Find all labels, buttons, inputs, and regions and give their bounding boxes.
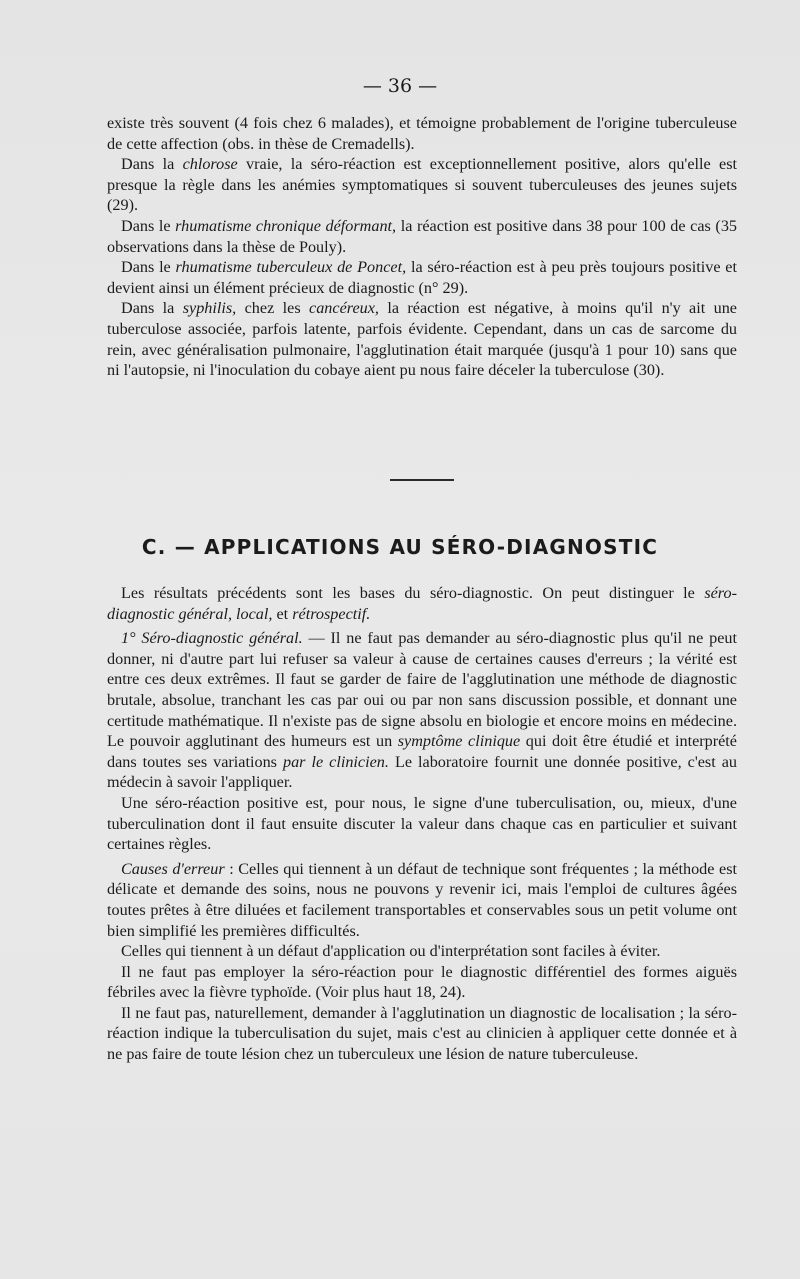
text-span: — Il ne faut pas demander au séro-diagnostic plus qu'il ne peut donner, ni d'autre part lui refuser sa valeur à cause de certaines causes d'erreurs ; la vérité est entre ces deux extrêmes. Il faut se garder de faire de l'agglutination une méthode de diagnostic brutale, absolue, tranchant les cas par oui ou par non sans discussion possible, et donnant une certitude mathématique. Il n'existe pas de signe absolu en biologie et encore moins en médecine. Le pouvoir agglutinant des humeurs est un	[107, 629, 737, 751]
italic-term: rétrospectif.	[292, 604, 371, 623]
text-span: : Celles qui tiennent à un défaut de technique sont fréquentes ; la méthode est délicate et demande des soins, nous ne pouvons y revenir ici, mais l'emploi de cultures âgées toutes prêtes à être diluées et facilement transportables et conservables sous un petit volume ont bien simplifié les premières difficultés.	[107, 859, 737, 940]
italic-term: Causes d'erreur	[121, 859, 225, 878]
italic-term: 1° Séro-diagnostic général.	[121, 629, 303, 648]
text-span: Dans la	[121, 155, 183, 174]
paragraph-continuation: existe très souvent (4 fois chez 6 malades), et témoigne probablement de l'origine tuberculeuse de cette affection (obs. in thèse de Cremadells).	[107, 114, 737, 153]
section-heading: C. — APPLICATIONS AU SÉRO-DIAGNOSTIC	[141, 535, 659, 559]
text-span: Dans le	[121, 258, 176, 277]
paragraph-diagnostic-differentiel: Il ne faut pas employer la séro-réaction pour le diagnostic différentiel des formes aiguës fébriles avec la fièvre typhoïde. (Voir plus haut 18, 24).	[107, 962, 737, 1002]
text-span: la réaction est positive dans 38 pour 100 de cas (35 observations dans la thèse de Pouly).	[107, 216, 738, 256]
italic-term: par le clinicien.	[282, 752, 389, 771]
italic-term: chlorose	[182, 155, 238, 174]
paragraph-sero-reaction-positive: Une séro-réaction positive est, pour nous, le signe d'une tuberculisation, ou, mieux, d'une tuberculination dont il faut ensuite discuter la valeur dans chaque cas en particulier et suivant certaines règles.	[107, 793, 737, 854]
paragraph-defaut-application: Celles qui tiennent à un défaut d'application ou d'interprétation sont faciles à éviter.	[121, 942, 661, 961]
italic-term: symptôme clinique	[397, 732, 521, 751]
paragraph-rhumatisme-chronique	[107, 216, 737, 257]
text-span: la réaction est négative, à moins qu'il n'y ait une tuberculose associée, parfois latente, parfois évidente. Cependant, dans un cas de sarcome du rein, avec généralisation pulmonaire, l'agglutination était marquée (jusqu'à 1 pour 10) sans que ni l'autopsie, ni l'inoculation du cobaye aient pu nous faire déceler la tuberculose (30).	[107, 299, 737, 380]
page-number: — 36 —	[362, 75, 438, 97]
paragraph-syphilis	[107, 298, 737, 380]
italic-term: syphilis,	[182, 299, 237, 318]
text-span: Le laboratoire fournit une donnée positive, c'est au médecin à savoir l'appliquer.	[107, 752, 738, 792]
text-span: Dans la	[121, 299, 183, 318]
text-span: chez les	[236, 299, 310, 318]
text-span: qui doit être étudié et interprété dans toutes ses variations	[107, 732, 737, 771]
paragraph-localisation: Il ne faut pas, naturellement, demander à l'agglutination un diagnostic de localisation ; la séro-réaction indique la tuberculisation du sujet, mais c'est au clinicien à appliquer cette donnée et à ne pas faire de toute lésion chez un tuberculeux une lésion de nature tuberculeuse.	[107, 1003, 737, 1064]
italic-term: rhumatisme tuberculeux de Poncet,	[175, 258, 407, 277]
top-text-block	[107, 113, 737, 381]
paragraph-rhumatisme-poncet	[107, 257, 737, 298]
paragraph-causes-erreur	[107, 859, 737, 941]
text-span: vraie, la séro-réaction est exceptionnellement positive, alors qu'elle est presque la règle dans les anémies symptomatiques si souvent tuberculeuses des jeunes sujets (29).	[107, 155, 737, 215]
paragraph-intro	[107, 583, 737, 624]
text-span: la séro-réaction est à peu près toujours positive et devient ainsi un élément précieux de diagnostic (n° 29).	[107, 258, 737, 297]
section-separator	[390, 479, 454, 481]
text-span: et	[272, 604, 293, 623]
paragraph-sero-diagnostic-general	[107, 628, 737, 793]
italic-term: cancéreux,	[309, 299, 379, 318]
text-span: Dans le	[121, 216, 176, 235]
bottom-text-block	[107, 583, 737, 1065]
italic-term: rhumatisme chronique déformant,	[175, 216, 397, 235]
italic-term: séro-diagnostic général, local,	[107, 584, 737, 623]
paragraph-chlorose	[107, 154, 737, 216]
text-span: Les résultats précédents sont les bases du séro-diagnostic. On peut distinguer le	[121, 584, 705, 602]
